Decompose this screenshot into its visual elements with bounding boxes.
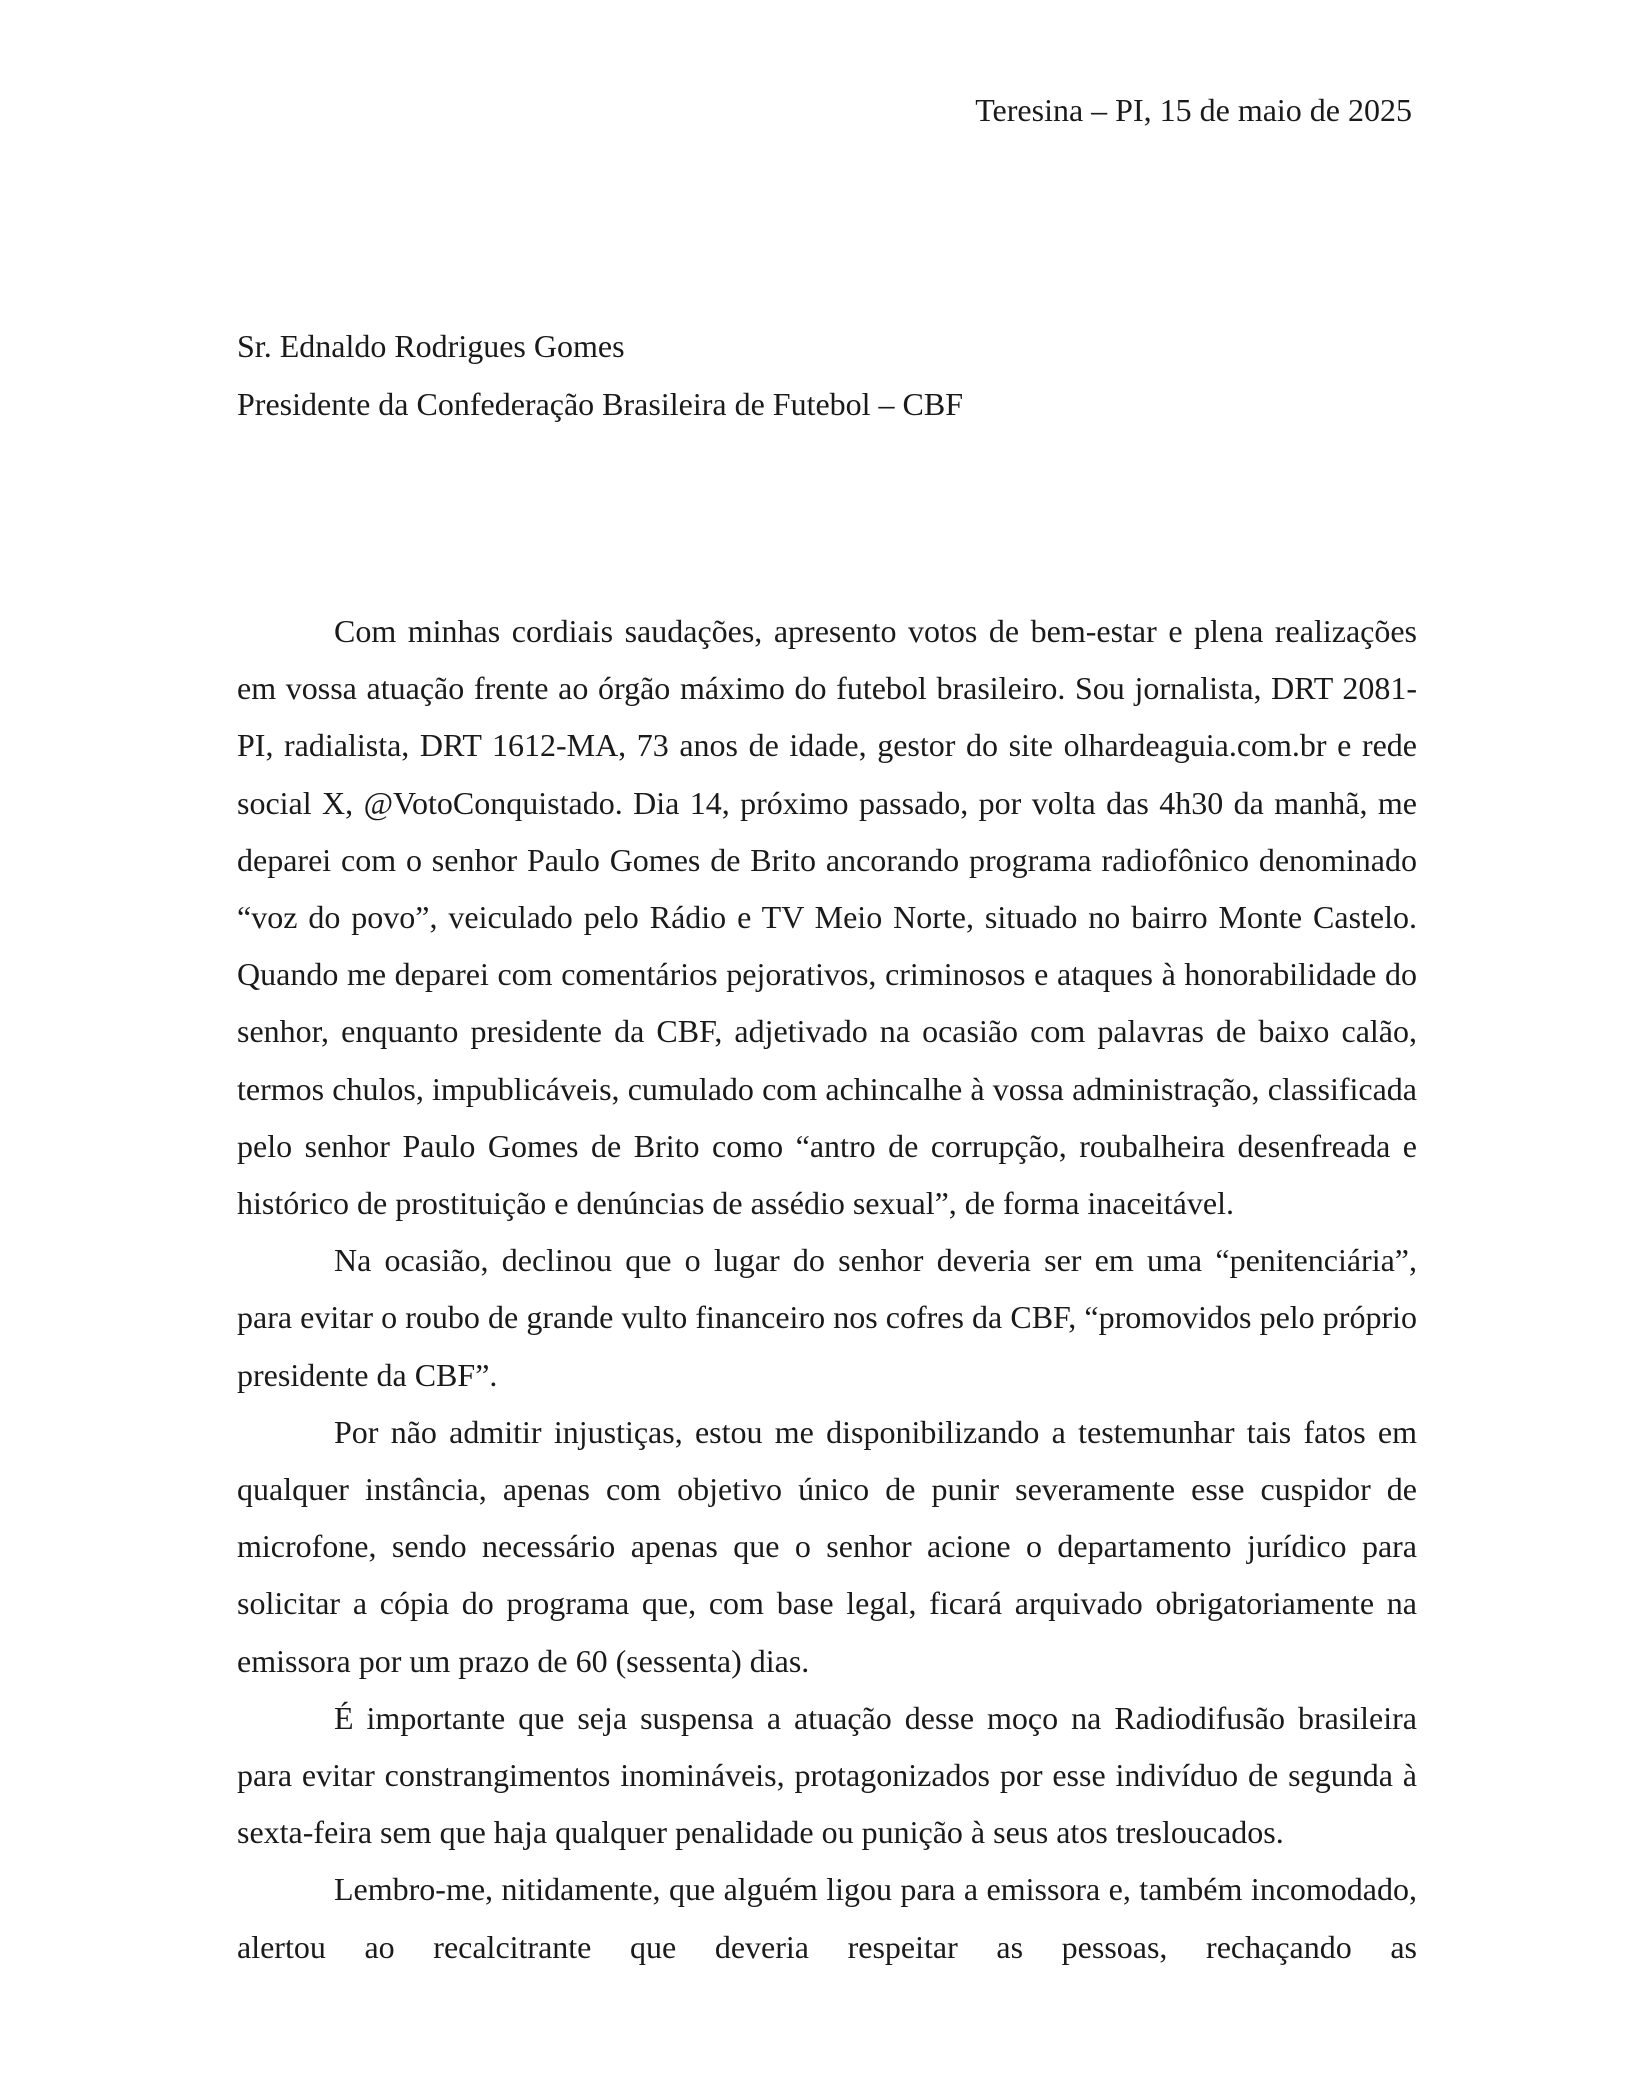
paragraph: Lembro-me, nitidamente, que alguém ligou para a emissora e, também incomodado, alertou ao recalcitrante que deveria respeitar as pessoas, rechaçando as [237,1871,1417,1965]
paragraph: Na ocasião, declinou que o lugar do senhor deveria ser em uma “penitenciária”, para evitar o roubo de grande vulto financeiro nos cofres da CBF, “promovidos pelo próprio presidente da CBF”. [237,1242,1417,1393]
recipient-name: Sr. Ednaldo Rodrigues Gomes [237,328,625,364]
place-and-date: Teresina – PI, 15 de maio de 2025 [975,92,1412,128]
paragraph: Com minhas cordiais saudações, apresento votos de bem-estar e plena realizações em vossa atuação frente ao órgão máximo do futebol brasileiro. Sou jornalista, DRT 2081-PI, radialista, DRT 1612-MA, 73 anos de idade, gestor do site olhardeaguia.com.br e rede social X, @VotoConquistado. Dia 14, próximo passado, por volta das 4h30 da manhã, me deparei com o senhor Paulo Gomes de Brito ancorando programa radiofônico denominado “voz do povo”, veiculado pelo Rádio e TV Meio Norte, situado no bairro Monte Castelo. Quando me deparei com comentários pejorativos, criminosos e ataques à honorabilidade do senhor, enquanto presidente da CBF, adjetivado na ocasião com palavras de baixo calão, termos chulos, impublicáveis, cumulado com achincalhe à vossa administração, classificada pelo senhor Paulo Gomes de Brito como “antro de corrupção, roubalheira desenfreada e histórico de prostituição e denúncias de assédio sexual”, de forma inaceitável. [237,613,1417,1222]
paragraph: É importante que seja suspensa a atuação desse moço na Radiodifusão brasileira para evitar constrangimentos inomináveis, protagonizados por esse indivíduo de segunda à sexta-feira sem que haja qualquer penalidade ou punição à seus atos tresloucados. [237,1699,1417,1851]
paragraph: Por não admitir injustiças, estou me disponibilizando a testemunhar tais fatos em qualquer instância, apenas com objetivo único de punir severamente esse cuspidor de microfone, sendo necessário apenas que o senhor acione o departamento jurídico para solicitar a cópia do programa que, com base legal, ficará arquivado obrigatoriamente na emissora por um prazo de 60 (sessenta) dias. [237,1413,1417,1679]
recipient-title: Presidente da Confederação Brasileira de Futebol – CBF [237,386,964,422]
recipient-block [237,317,963,433]
letter-body [237,603,1417,1976]
